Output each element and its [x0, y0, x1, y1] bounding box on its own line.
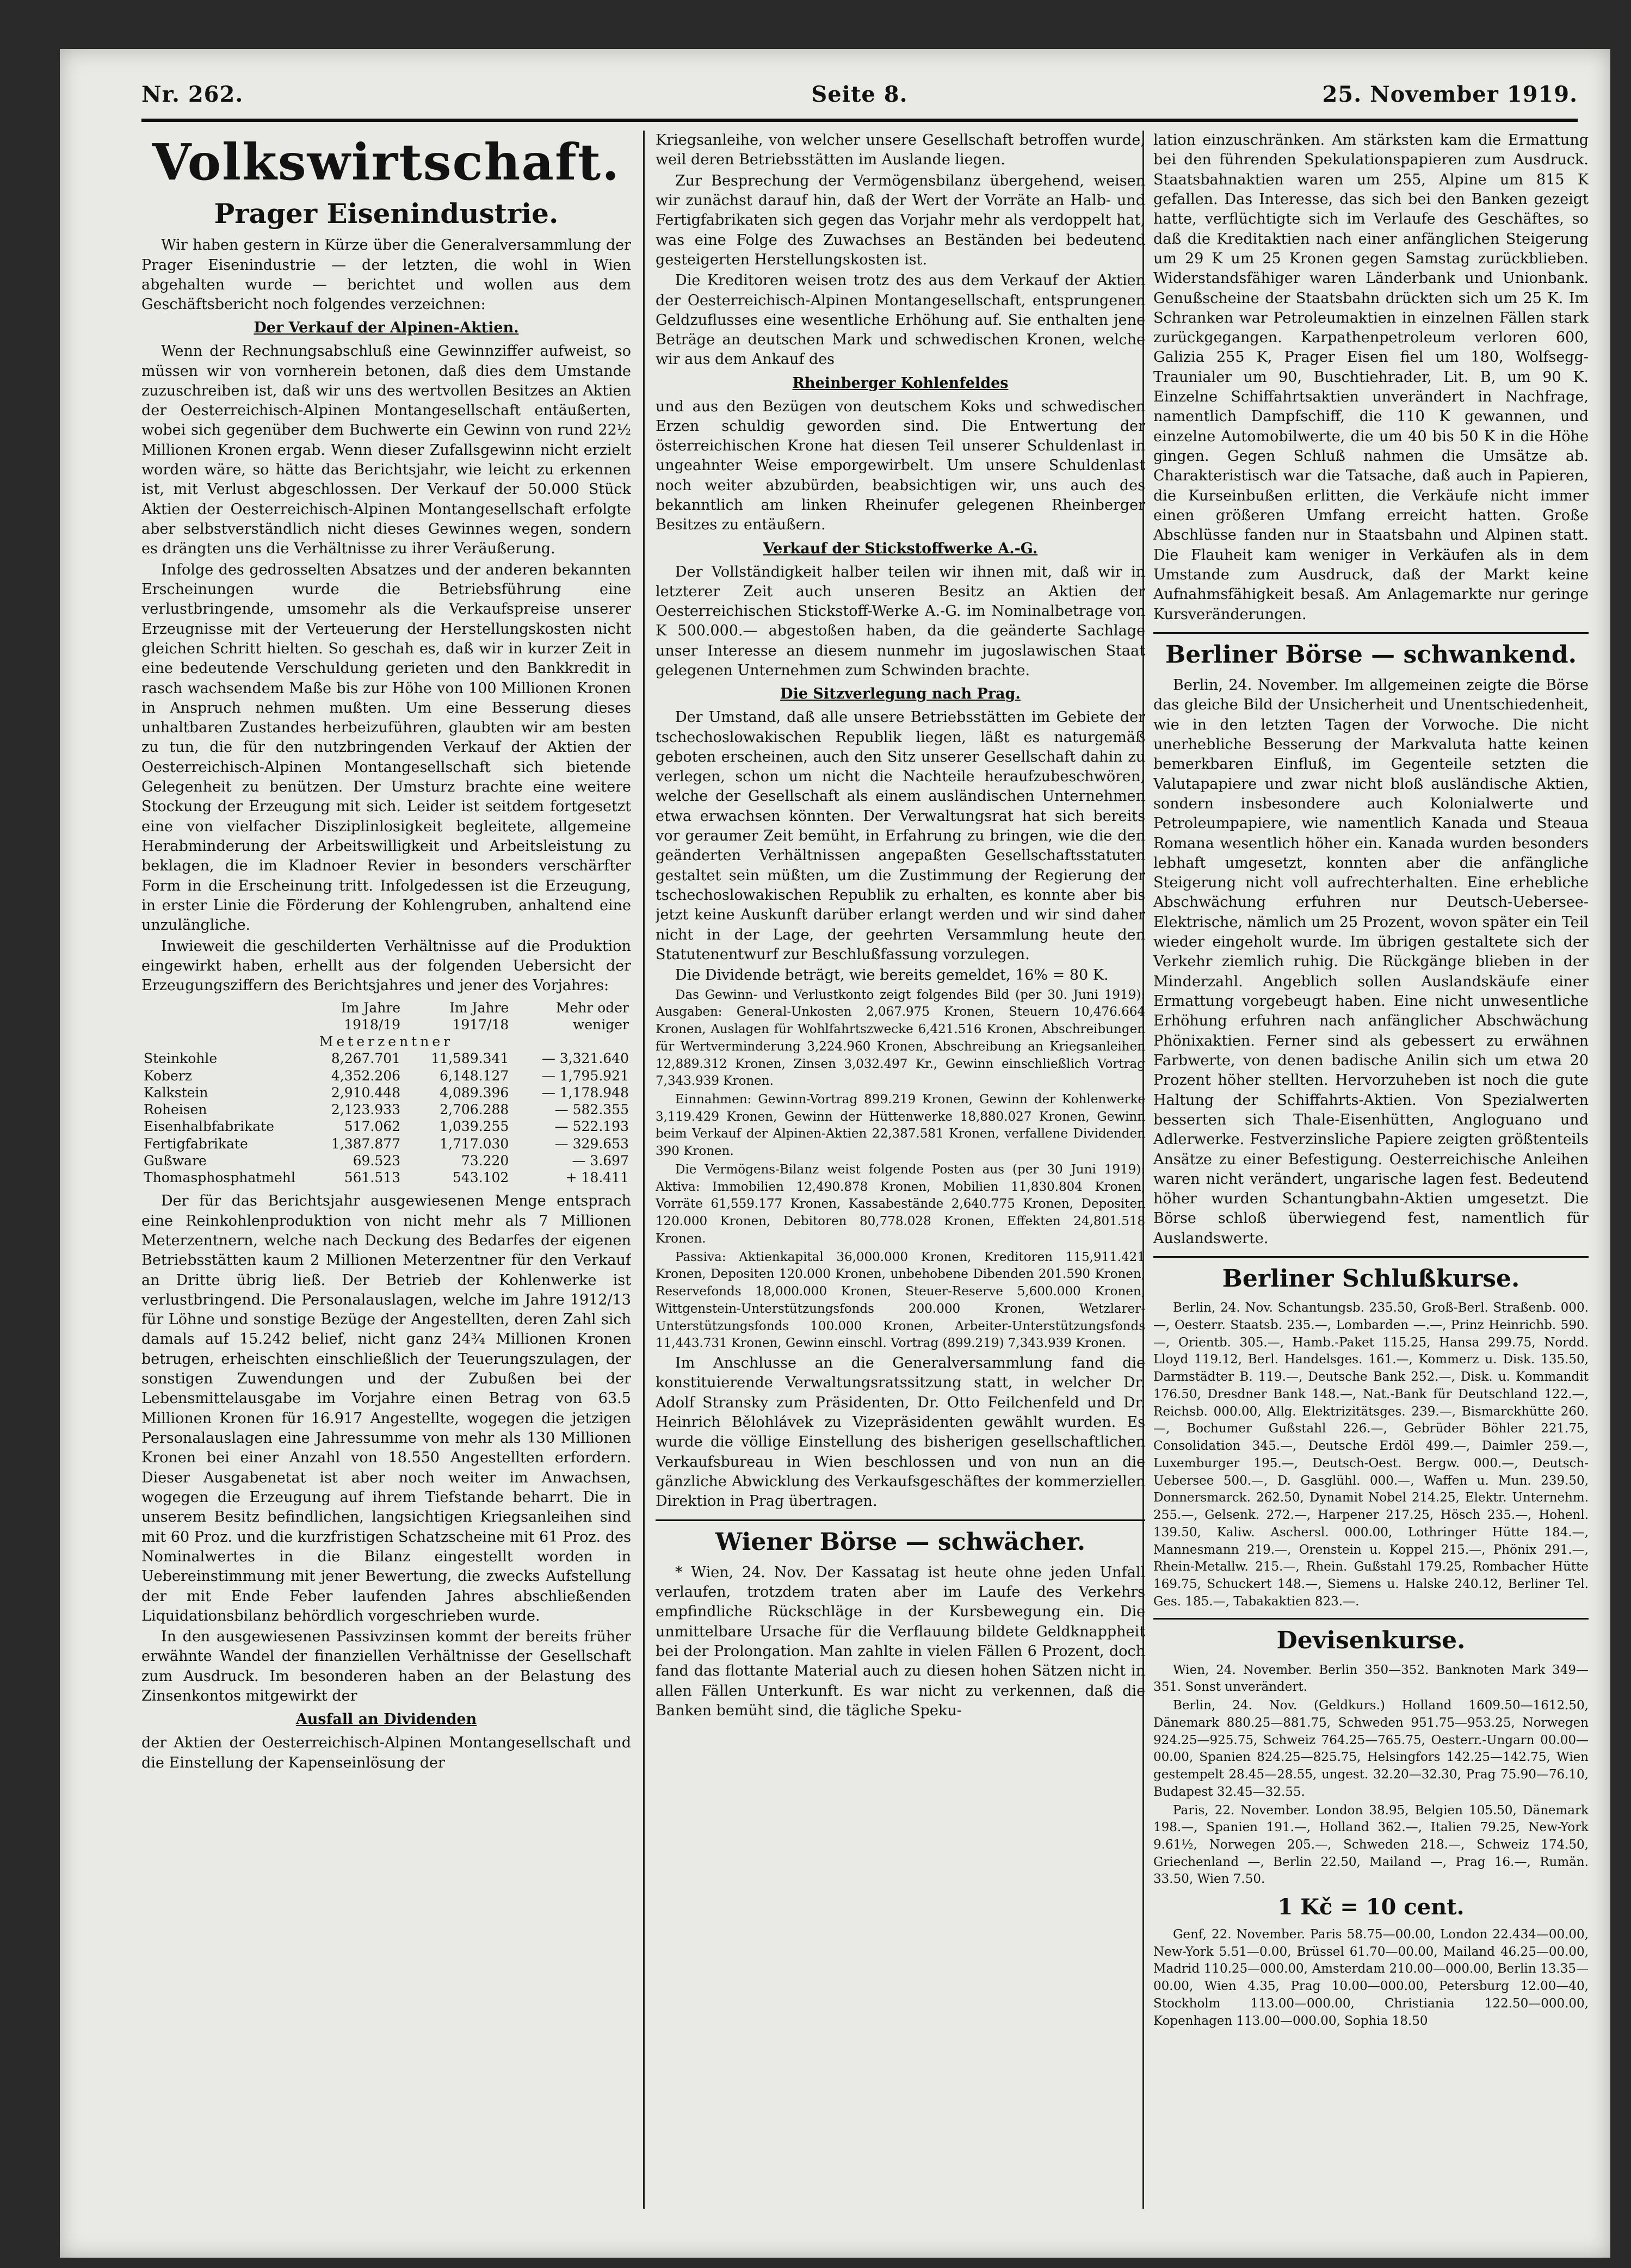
- small-paragraph: Die Vermögens-Bilanz weist folgende Posten aus (per 30 Juni 1919): Aktiva: Immobilien 12,490.878 Kronen, Mobilien 11,830.804 Kronen, Vorräte 61,559.177 Kronen, Kassabestände 2,640.775 Kronen, Depositen 120.000 Kronen, Debitoren 80,778.028 Kronen, Effekten 24,801.518 Kronen.: [656, 1162, 1145, 1246]
- table-cell: Steinkohle: [144, 1050, 218, 1067]
- small-paragraph: Einnahmen: Gewinn-Vortrag 899.219 Kronen, Gewinn der Kohlenwerke 3,119.429 Kronen, Gewinn der Hüttenwerke 18,880.027 Kronen, Gewinn beim Verkauf der Alpinen-Aktien 22,387.581 Kronen, verfallene Dividenden 390 Kronen.: [656, 1092, 1145, 1159]
- table-cell: 6,148.127: [440, 1067, 509, 1084]
- paragraph: Wenn der Rechnungsabschluß eine Gewinnziffer aufweist, so müssen wir von vornherein betonen, daß dies dem Umstande zuzuschreiben ist, daß wir uns des wertvollen Besitzes an Aktien der Oesterreichisch-Alpinen Montangesellschaft entäußerten, wobei sich gegenüber dem Buchwerte ein Gewinn von rund 22½ Millionen Kronen ergab. Wenn dieser Zufallsgewinn nicht erzielt worden wäre, so hätte das Berichtsjahr, wie leicht zu erkennen ist, mit Verlust abgeschlossen. Der Verkauf der 50.000 Stück Aktien der Oesterreichisch-Alpinen Montangesellschaft erfolgte aber selbstverständlich nicht dieses Gewinnes wegen, sondern es drängten uns die Verhältnisse zu ihrer Veräußerung.: [141, 343, 631, 558]
- table-header: Im Jahre 1918/19: [341, 999, 401, 1033]
- table-cell: Eisenhalbfabrikate: [144, 1118, 274, 1135]
- paragraph: Im Anschlusse an die Generalversammlung fand die konstituierende Verwaltungsratssitzung statt, in welcher Dr. Adolf Stransky zum Präsidenten, Dr. Otto Feilchenfeld und Dr. Heinrich Bělohlávek zu Vizepräsidenten gewählt wurden. Es wurde die völlige Einstellung des bisherigen gesellschaftlichen Verkaufsbureau in Wien beschlossen und von nun an die gänzliche Abwicklung des Verkaufsgeschäftes der kommerziellen Direktion in Prag übertragen.: [656, 1355, 1145, 1510]
- quote-list: Berlin, 24. Nov. Schantungsb. 235.50, Groß-Berl. Straßenb. 000.—, Oesterr. Staatsb. 235.—, Lombarden —.—, Prinz Heinrichb. 590.—, Orientb. 305.—, Hamb.-Paket 115.25, Hansa 299.75, Nordd. Lloyd 119.12, Berl. Handelsges. 161.—, Kommerz u. Disk. 135.50, Darmstädter B. 119.—, Deutsche Bank 252.—, Disk. u. Kommandit 176.50, Dresdner Bank 148.—, Nat.-Bank für Deutschland 122.—, Reichsb. 000.00, Allg. Elektrizitätsges. 239.—, Bismarckhütte 260.—, Bochumer Gußstahl 226.—, Gebrüder Böhler 221.75, Consolidation 345.—, Deutsche Erdöl 499.—, Daimler 259.—, Luxemburger 195.—, Deutsch-Oest. Bergw. 000.—, Deutsch-Uebersee 500.—, D. Gasglühl. 000.—, Waffen u. Mun. 239.50, Donnersmarck. 262.50, Dynamit Nobel 214.25, Elektr. Unternehm. 255.—, Gelsenk. 272.—, Harpener 217.25, Hösch 235.—, Hohenl. 139.50, Kaliw. Aschersl. 000.00, Lothringer Hütte 184.—, Mannesmann 219.—, Orenstein u. Koppel 215.—, Phönix 291.—, Rhein-Metallw. 215.—, Rhein. Gußstahl 179.25, Rombacher Hütte 169.75, Schuckert 148.—, Siemens u. Halske 240.12, Berliner Tel. Ges. 185.—, Tabakaktien 823.—.: [1153, 1301, 1589, 1609]
- paragraph: und aus den Bezügen von deutschem Koks und schwedischen Erzen schuldig geworden sind. Die Entwertung der österreichischen Krone hat diesen Teil unserer Schuldenlast in ungeahnter Weise emporgewirbelt. Um unsere Schuldenlast noch weiter abzubürden, beabsichtigen wir, uns auch des bekanntlich am linken Rheinufer gelegenen Rheinberger Besitzes zu entäußern.: [656, 398, 1145, 534]
- table-header: Im Jahre 1917/18: [449, 999, 509, 1033]
- quote-list: Wien, 24. November. Berlin 350—352. Banknoten Mark 349—351. Sonst unverändert.: [1153, 1663, 1589, 1695]
- table-cell: Kalkstein: [144, 1084, 208, 1101]
- table-cell: Roheisen: [144, 1102, 207, 1118]
- article-title: Berliner Schlußkurse.: [1153, 1256, 1589, 1294]
- table-header: Mehr oder weniger: [555, 999, 629, 1033]
- paragraph: lation einzuschränken. Am stärksten kam die Ermattung bei den führenden Spekulationspapieren zum Ausdruck. Staatsbahnaktien waren um 255, Alpine um 815 K gefallen. Das Interesse, das sich bei den Banken gezeigt hatte, verflüchtigte sich im Verlaufe des Geschäftes, so daß die Kreditaktien nach einer anfänglichen Steigerung um 29 K um 25 Kronen gegen Samstag zurückblieben. Widerstandsfähiger waren Länderbank und Unionbank. Genußscheine der Staatsbahn drückten sich um 25 K. Im Schranken war Petroleumaktien in einzelnen Fällen stark zurückgegangen. Karpathenpetroleum verloren 600, Galizia 255 K, Prager Eisen fiel um 180, Wolfsegg-Traunialer um 90, Buschtiehrader, Lit. B, um 90 K. Einzelne Schiffahrtsaktien unverändert in Nachfrage, namentlich Dampfschiff, die 110 K gewannen, und einzelne Automobilwerte, die um 40 bis 50 K in die Höhe gingen. Gegen Schluß nahmen die Umsätze ab. Charakteristisch war die Tatsache, daß auch in Papieren, die Kurseinbußen erlitten, die Verkäufe nicht immer einen größeren Umfang erreicht hatten. Große Abschlüsse fanden nur in Staatsbahn und Alpinen statt. Die Flauheit kam weniger in Verkäufen als in dem Umstande zum Ausdruck, daß der Markt keine Aufnahmsfähigkeit besaß. Am Anlagemarkte nur geringe Kursveränderungen.: [1153, 132, 1589, 623]
- table-row: [141, 1050, 631, 1067]
- table-cell: — 3.697: [572, 1152, 629, 1169]
- table-header: [141, 999, 298, 1034]
- subheading: Der Verkauf der Alpinen-Aktien.: [254, 319, 519, 337]
- table-cell: 11,589.341: [431, 1050, 509, 1067]
- article-title: Devisenkurse.: [1153, 1618, 1589, 1656]
- paragraph: Die Dividende beträgt, wie bereits gemeldet, 16% = 80 K.: [675, 967, 1109, 984]
- table-cell: 2,910.448: [331, 1084, 401, 1101]
- column-1: [141, 131, 631, 2209]
- exchange-rate-highlight: 1 Kč = 10 cent.: [1277, 1894, 1465, 1920]
- table-cell: 2,123.933: [331, 1102, 401, 1118]
- table-cell: 2,706.288: [440, 1102, 509, 1118]
- table-cell: 1,039.255: [440, 1118, 509, 1135]
- table-cell: — 329.653: [554, 1135, 629, 1152]
- table-cell: — 582.355: [554, 1102, 629, 1118]
- issue-date: 25. November 1919.: [1322, 82, 1578, 107]
- table-unit-row: [141, 1033, 631, 1050]
- table-cell: 4,352.206: [331, 1067, 401, 1084]
- section-title: Volkswirtschaft.: [152, 133, 621, 191]
- table-cell: 1,717.030: [440, 1135, 509, 1152]
- quote-list: Genf, 22. November. Paris 58.75—00.00, London 22.434—00.00, New-York 5.51—0.00, Brüssel 61.70—00.00, Mailand 46.25—00.00, Madrid 110.25—000.00, Amsterdam 210.00—000.00, Berlin 13.35—00.00, Wien 4.35, Prag 10.00—000.00, Petersburg 12.00—40, Stockholm 113.00—000.00, Christiania 122.50—000.00, Kopenhagen 113.00—000.00, Sophia 18.50: [1153, 1927, 1589, 2028]
- table-cell: 517.062: [344, 1118, 401, 1135]
- paragraph: * Wien, 24. Nov. Der Kassatag ist heute ohne jeden Unfall verlaufen, trotzdem traten aber im Laufe des Verkehrs empfindliche Rückschläge in der Kursbewegung ein. Die unmittelbare Ursache für die Verflauung bildete Geldknappheit bei der Prolongation. Man zahlte in vielen Fällen 6 Prozent, doch fand das flottante Material auch zu diesen hohen Sätzen nicht in allen Fällen Unterkunft. Es war nicht zu verkennen, daß die Banken bemüht sind, die tägliche Speku-: [656, 1564, 1145, 1719]
- subheading: Ausfall an Dividenden: [295, 1711, 477, 1728]
- table-cell: 8,267.701: [331, 1050, 401, 1067]
- table-row: [141, 1152, 631, 1169]
- table-cell: + 18.411: [565, 1170, 629, 1186]
- article-title: Prager Eisenindustrie.: [214, 197, 559, 230]
- paragraph: der Aktien der Oesterreichisch-Alpinen Montangesellschaft und die Einstellung der Kapenseinlösung der: [141, 1734, 631, 1771]
- header-rule: [141, 119, 1578, 122]
- paragraph: Zur Besprechung der Vermögensbilanz übergehend, weisen wir zunächst darauf hin, daß der Wert der Vorräte an Halb- und Fertigfabrikaten sich gegen das Vorjahr mehr als verdoppelt hat, was eine Folge des Zuwachses an Beständen bei bedeutend gesteigerten Herstellungskosten ist.: [656, 172, 1145, 268]
- column-3: [1153, 131, 1589, 2209]
- table-row: [141, 1067, 631, 1084]
- paragraph: Berlin, 24. November. Im allgemeinen zeigte die Börse das gleiche Bild der Unsicherheit und Unentschiedenheit, wie in den letzten Tagen der Vorwoche. Die nicht unerhebliche Besserung der Markvaluta hatte keinen bemerkbaren Einfluß, im Gegenteile setzten die Valutapapiere und zwar nicht bloß ausländische Aktien, sondern insbesondere auch Kolonialwerte und Petroleumpapiere, wie namentlich Kanada und Steaua Romana wesentlich höher ein. Kanada wurden besonders lebhaft umgesetzt, konnten aber die anfängliche Steigerung nicht voll aufrechterhalten. Eine erhebliche Abschwächung erfuhren nur Deutsch-Uebersee-Elektrische, nämlich um 25 Prozent, wovon später ein Teil wieder eingeholt wurde. Im übrigen gestaltete sich der Verkehr ziemlich ruhig. Die Rückgänge blieben in der Minderzahl. Angeblich sollen Auslandskäufe einer Ermattung vorgebeugt haben. Eine nicht unwesentliche Erhöhung erfuhren nach anfänglicher Abschwächung Phönixaktien. Ferner sind als gebessert zu erwähnen Farbwerte, von denen badische Anilin sich um etwa 20 Prozent höher stellten. Hervorzuheben ist noch die gute Haltung der Schiffahrts-Aktien. Von Spezialwerten besserten sich Thale-Eisenhütten, Angloguano und Adlerwerke. Festverzinsliche Papiere zeigten größtenteils Ansätze zu einer Befestigung. Oesterreichische Anleihen waren nicht verändert, ungarische lagen fest. Bedeutend höher wurden Schantungbahn-Aktien umgesetzt. Die Börse schloß überwiegend fest, namentlich für Auslandswerte.: [1153, 677, 1589, 1247]
- table-cell: 73.220: [461, 1152, 509, 1169]
- column-2: [656, 131, 1145, 2209]
- small-paragraph: Das Gewinn- und Verlustkonto zeigt folgendes Bild (per 30. Juni 1919): Ausgaben: General-Unkosten 2,067.975 Kronen, Steuern 10,476.664 Kronen, Auslagen für Wohlfahrtszwecke 6,421.516 Kronen, Abschreibungen für Wertverminderung 3,224.960 Kronen, Abschreibung an Kriegsanleihen 12,889.312 Kronen, Zinsen 3,032.497 Kr., Gewinn einschließlich Vortrag 7,343.939 Kronen.: [656, 987, 1145, 1089]
- table-cell: 69.523: [353, 1152, 401, 1169]
- table-header-row: [141, 999, 631, 1034]
- newspaper-page: [60, 49, 1610, 2258]
- paragraph: Die Kreditoren weisen trotz des aus dem Verkauf der Aktien der Oesterreichisch-Alpinen Montangesellschaft, entsprungenen Geldzuflusses eine wesentliche Erhöhung auf. Sie enthalten jene Beträge an deutschen Mark und schwedischen Kronen, welche wir aus dem Ankauf des: [656, 272, 1145, 368]
- article-title: Berliner Börse — schwankend.: [1153, 632, 1589, 670]
- subheading: Rheinberger Kohlenfeldes: [792, 374, 1009, 392]
- table-cell: — 1,795.921: [541, 1067, 629, 1084]
- column-divider: [643, 131, 645, 2209]
- paragraph: Inwieweit die geschilderten Verhältnisse auf die Produktion eingewirkt haben, erhellt aus der folgenden Uebersicht der Erzeugungsziffern des Berichtsjahres und jener des Vorjahres:: [141, 937, 631, 994]
- table-unit: Meterzentner: [319, 1034, 454, 1050]
- table-cell: Fertigfabrikate: [144, 1135, 248, 1152]
- issue-number: Nr. 262.: [141, 82, 244, 107]
- table-cell: 1,387.877: [331, 1135, 401, 1152]
- table-row: [141, 1118, 631, 1135]
- table-row: [141, 1135, 631, 1152]
- production-table: [141, 999, 631, 1186]
- paragraph: Wir haben gestern in Kürze über die Generalversammlung der Prager Eisenindustrie — der letzten, die wohl in Wien abgehalten wurde — berichtet und wollen aus dem Geschäftsbericht noch folgendes verzeichnen:: [141, 237, 631, 313]
- page-number: Seite 8.: [811, 82, 908, 107]
- paragraph: Der für das Berichtsjahr ausgewiesenen Menge entsprach eine Reinkohlenproduktion von nicht mehr als 7 Millionen Meterzentnern, welche nach Deckung des Bedarfes der eigenen Betriebsstätten kaum 2 Millionen Meterzentner für den Verkauf an Dritte übrig ließ. Der Betrieb der Kohlenwerke ist verlustbringend. Die Personalauslagen, welche im Jahre 1912/13 für Löhne und sonstige Bezüge der Angestellten, deren Zahl sich damals auf 15.242 belief, nicht ganz 24¾ Millionen Kronen betrugen, erheischten einschließlich der Teuerungszulagen, der sonstigen Zuwendungen und der Zubußen bei der Lebensmittelausgabe im Vorjahre einen Betrag von 63.5 Millionen Kronen für 16.917 Angestellte, wogegen die jetzigen Personalauslagen eine Jahressumme von mehr als 130 Millionen Kronen bei einer Anzahl von 18.550 Angestellten erfordern. Dieser Ausgabenetat ist aber noch weiter im Anwachsen, wogegen die Erzeugung auf ihrem Tiefstande beharrt. Die in unserem Besitz befindlichen, langsichtigen Kriegsanleihen sind mit 60 Proz. und die kurzfristigen Schatzscheine mit 61 Proz. des Nominalwertes in die Bilanz eingestellt worden in Uebereinstimmung mit jener Bewertung, die zwecks Aufstellung der mit Ende Feber laufenden Jahres abschließenden Liquidationsbilanz behördlich vorgeschrieben wurde.: [141, 1192, 631, 1624]
- table-cell: 4,089.396: [440, 1084, 509, 1101]
- table-cell: — 1,178.948: [541, 1084, 629, 1101]
- table-cell: Thomasphosphatmehl: [144, 1170, 295, 1186]
- table-cell: 543.102: [452, 1170, 509, 1186]
- table-cell: — 522.193: [554, 1118, 629, 1135]
- quote-list: Berlin, 24. Nov. (Geldkurs.) Holland 1609.50—1612.50, Dänemark 880.25—881.75, Schweden 951.75—953.25, Norwegen 924.25—925.75, Schweiz 764.25—765.75, Oesterr.-Ungarn 00.00—00.00, Spanien 824.25—825.75, Helsingfors 142.25—142.75, Wien gestempelt 28.45—28.55, ungest. 32.20—32.30, Prag 75.90—76.10, Budapest 32.45—32.55.: [1153, 1698, 1589, 1799]
- paragraph: Infolge des gedrosselten Absatzes und der anderen bekannten Erscheinungen wurde die Betriebsführung eine verlustbringende, umsomehr als die Verkaufspreise unserer Erzeugnisse mit der Verteuerung der Herstellungskosten nicht gleichen Schritt hielten. So geschah es, daß wir in kurzer Zeit in eine bedeutende Verschuldung gerieten und den Bankkredit in rasch wachsendem Maße bis zur Höhe von 100 Millionen Kronen in Anspruch nehmen mußten. Um eine Besserung dieses unhaltbaren Zustandes herbeizuführen, glaubten wir am besten zu tun, die für den nutzbringenden Verkauf der Aktien der Oesterreichisch-Alpinen Montangesellschaft sich bietende Gelegenheit zu benützen. Der Umsturz brachte eine weitere Stockung der Erzeugung mit sich. Leider ist seitdem fortgesetzt eine von vielfacher Disziplinlosigkeit begleitete, allgemeine Herabminderung der Arbeitswilligkeit und Arbeitsleistung zu beklagen, die im Kladnoer Revier in besonders verschärfter Form in die Erscheinung tritt. Infolgedessen ist die Erzeugung, in erster Linie die Förderung der Kohlengruben, anhaltend eine unzulängliche.: [141, 561, 631, 934]
- subheading: Die Sitzverlegung nach Prag.: [780, 685, 1021, 703]
- table-cell: Gußware: [144, 1152, 207, 1169]
- paragraph: Der Vollständigkeit halber teilen wir ihnen mit, daß wir in letzterer Zeit auch unseren Besitz an Aktien der Oesterreichischen Stickstoff-Werke A.-G. im Nominalbetrage von K 500.000.— abgestoßen haben, da die geänderte Sachlage unser Interesse an diesem nunmehr im jugoslawischen Staat gelegenen Unternehmen zum Schwinden brachte.: [656, 563, 1145, 679]
- table-row: [141, 1084, 631, 1101]
- paragraph: In den ausgewiesenen Passivzinsen kommt der bereits früher erwähnte Wandel der finanziellen Verhältnisse der Gesellschaft zum Ausdruck. Im besonderen haben an der Belastung des Zinsenkontos mitgewirkt der: [141, 1628, 631, 1705]
- table-row: [141, 1101, 631, 1118]
- paragraph: Der Umstand, daß alle unsere Betriebsstätten im Gebiete der tschechoslowakischen Republik liegen, läßt es naturgemäß geboten erscheinen, auch den Sitz unserer Gesellschaft dahin zu verlegen, schon um nicht die Nachteile heraufzubeschwören, welche der Gesellschaft als einem ausländischen Unternehmen etwa erwachsen könnten. Der Verwaltungsrat hat sich bereits vor geraumer Zeit bemüht, in Erfahrung zu bringen, wie die den geänderten Verhältnissen angepaßten Gesellschaftsstatuten gestaltet sein müßten, um die Zustimmung der Regierung der tschechoslowakischen Republik zu erhalten, es konnte aber bis jetzt keine Auskunft darüber erlangt werden und wir sind daher nicht in der Lage, der geehrten Versammlung heute den Statutenentwurf zur Beschlußfassung vorzulegen.: [656, 709, 1145, 963]
- quote-list: Paris, 22. November. London 38.95, Belgien 105.50, Dänemark 198.—, Spanien 191.—, Holland 362.—, Italien 79.25, New-York 9.61½, Norwegen 205.—, Schweden 218.—, Schweiz 174.50, Griechenland —, Berlin 22.50, Mailand —, Prag 16.—, Rumän. 33.50, Wien 7.50.: [1153, 1803, 1589, 1887]
- small-paragraph: Passiva: Aktienkapital 36,000.000 Kronen, Kreditoren 115,911.421 Kronen, Depositen 120.000 Kronen, unbehobene Dibenden 201.590 Kronen, Reservefonds 18,000.000 Kronen, Steuer-Reserve 5,600.000 Kronen, Wittgenstein-Unterstützungsfonds 200.000 Kronen, Wetzlarer-Unterstützungsfonds 100.000 Kronen, Arbeiter-Unterstützungsfonds 11,443.731 Kronen, Gewinn einschl. Vortrag (899.219) 7,343.939 Kronen.: [656, 1250, 1145, 1351]
- paragraph: Kriegsanleihe, von welcher unsere Gesellschaft betroffen wurde, weil deren Betriebsstätten im Auslande liegen.: [656, 132, 1145, 169]
- table-cell: — 3,321.640: [541, 1050, 629, 1067]
- article-title: Wiener Börse — schwächer.: [656, 1519, 1145, 1558]
- table-cell: 561.513: [344, 1170, 401, 1186]
- table-row: [141, 1169, 631, 1186]
- subheading: Verkauf der Stickstoffwerke A.-G.: [763, 540, 1038, 557]
- table-cell: Koberz: [144, 1067, 192, 1084]
